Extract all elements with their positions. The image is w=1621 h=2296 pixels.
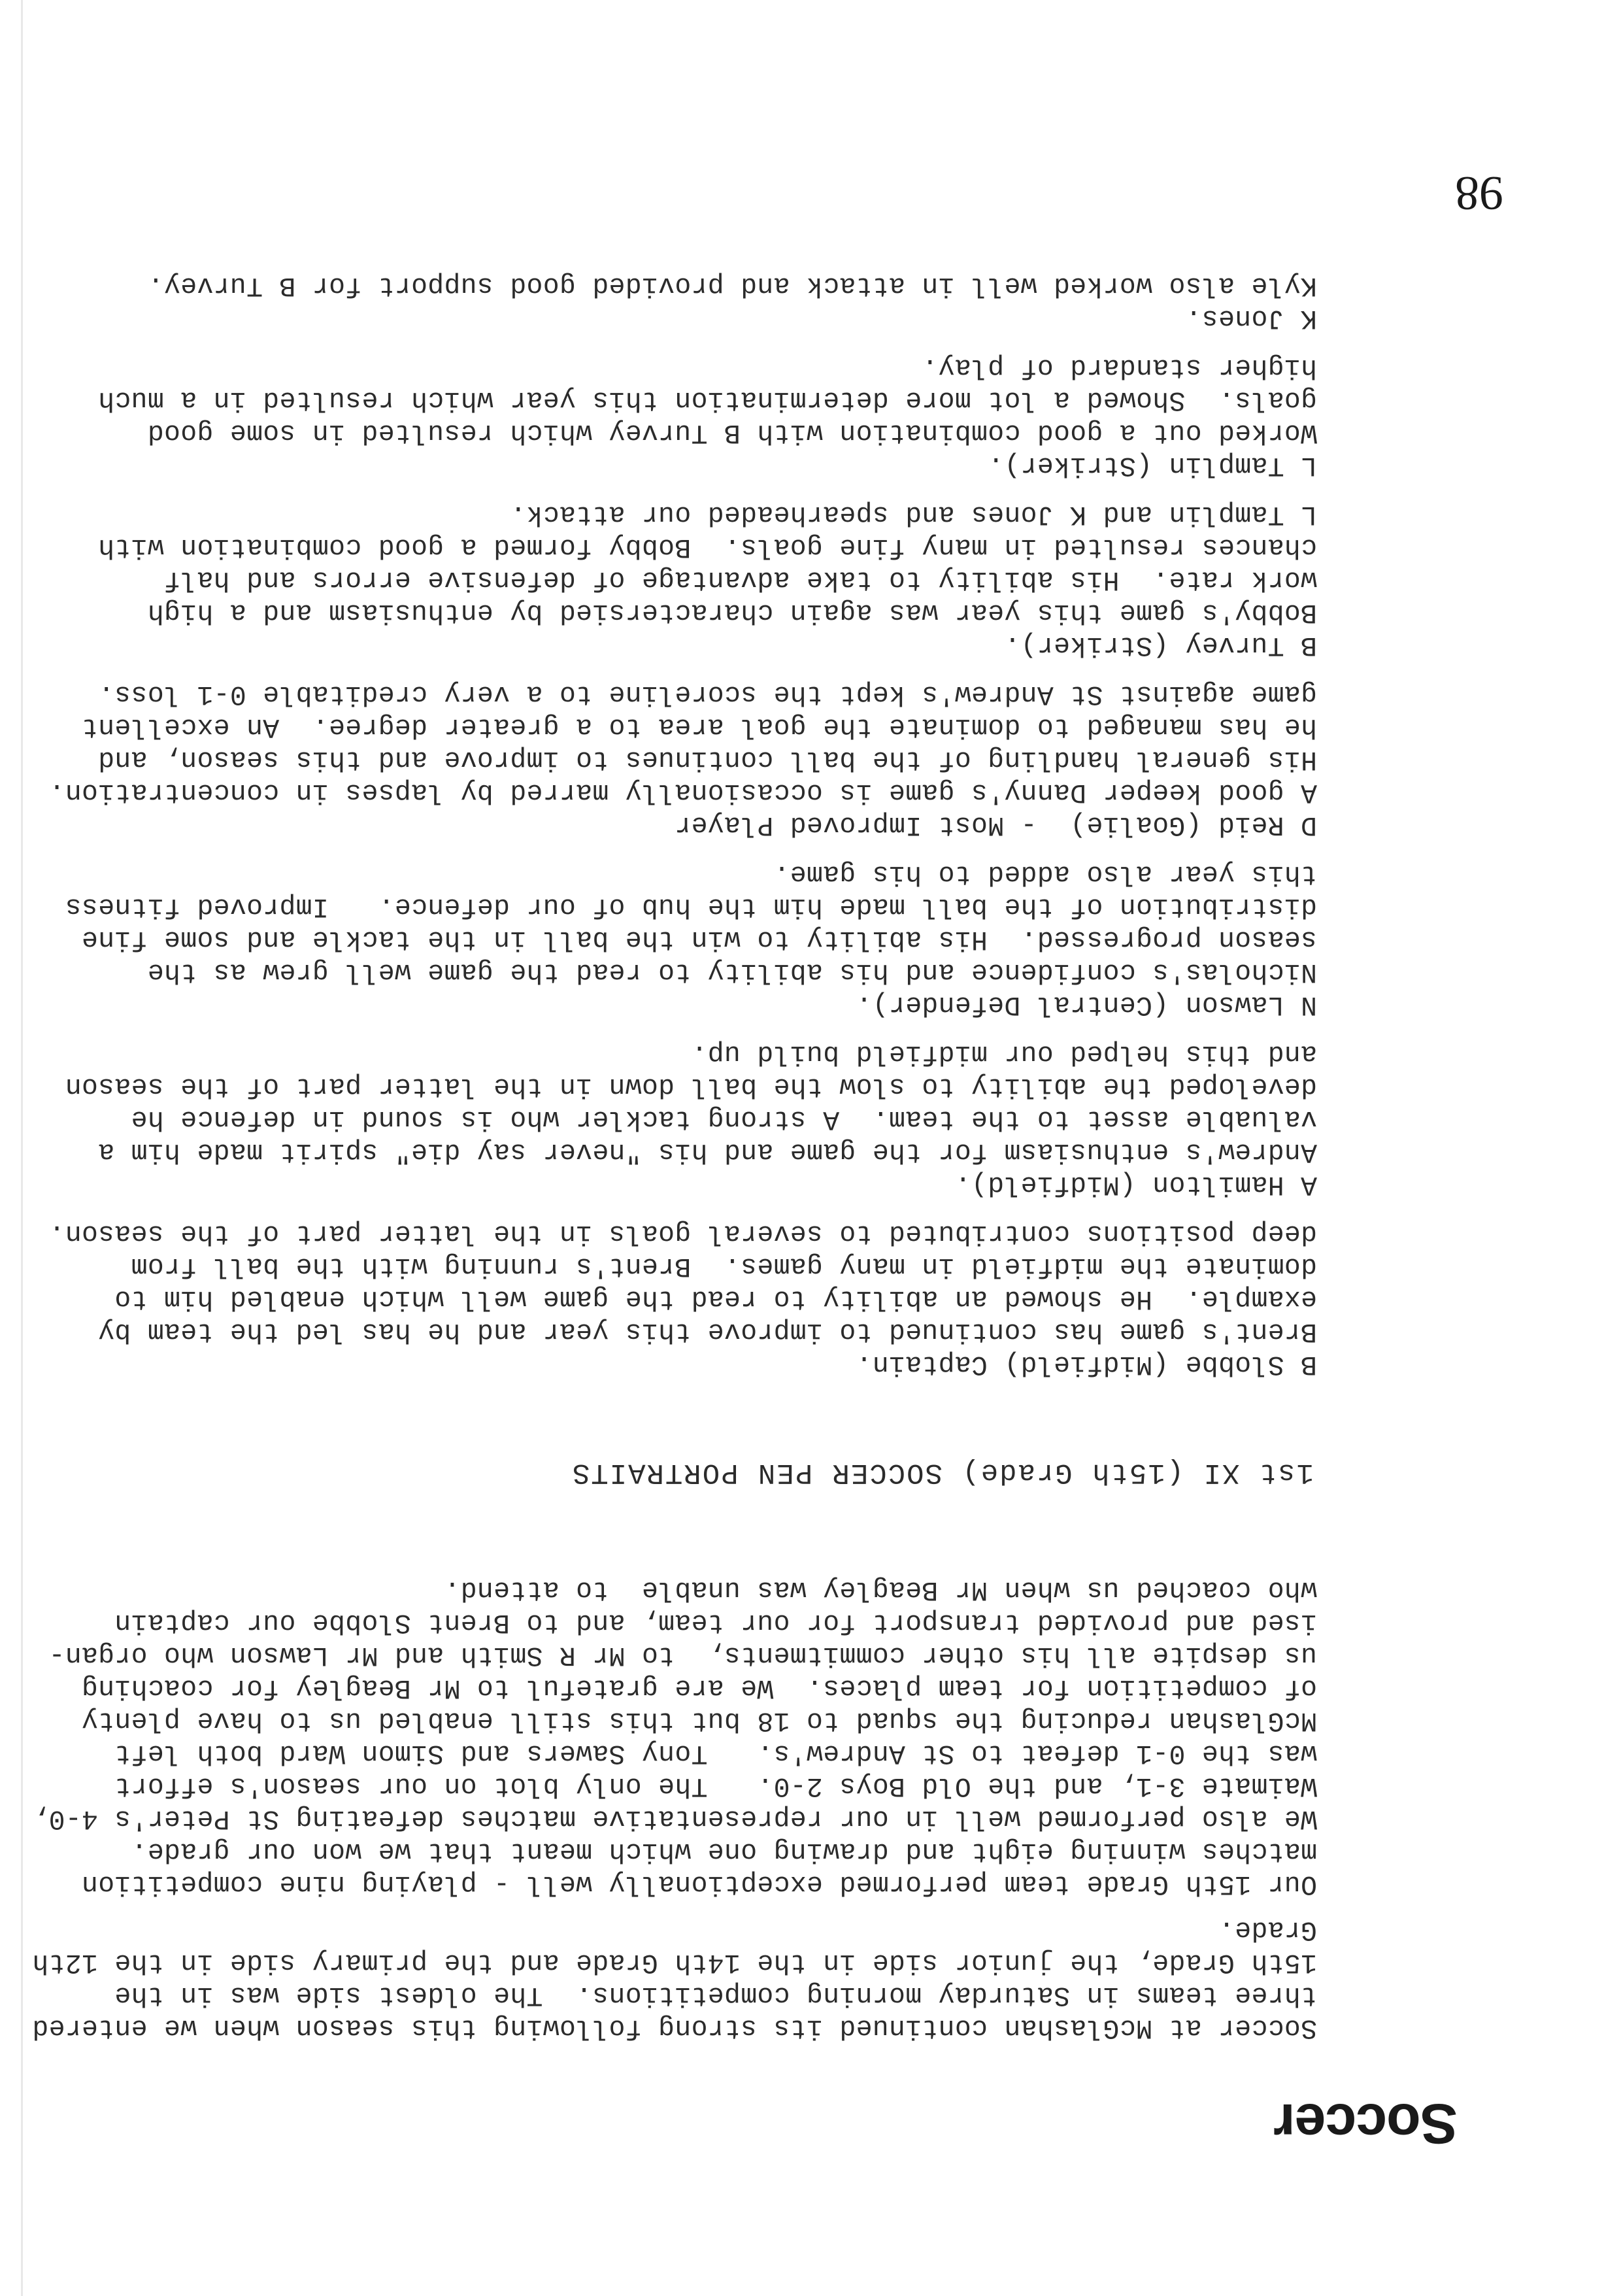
text-line: this year also added to his game. xyxy=(773,858,1317,889)
portrait-name: B Turvey (Striker). xyxy=(1004,630,1317,660)
text-line: L Tamplin and K Jones and spearheaded our attack. xyxy=(510,499,1317,530)
text-line: goals. Showed a lot more determination this year which resulted in a much xyxy=(97,384,1317,415)
portrait-name: N Lawson (Central Defender). xyxy=(856,989,1317,1020)
text-line: dominate the midfield in many games. Brent's running with the ball from xyxy=(131,1251,1317,1281)
text-line: Grade. xyxy=(1218,1914,1317,1945)
text-line: chances resulted in many fine goals. Bobby formed a good combination with xyxy=(97,532,1317,562)
text-line: Andrew's enthusiasm for the game and his "never say die" spirit made him a xyxy=(97,1136,1317,1167)
text-line: distribution of the ball made him the hub of our defence. Improved fitness xyxy=(65,891,1317,922)
text-line: who coached us when Mr Beagley was unable to attend. xyxy=(444,1574,1317,1605)
text-line: three teams in Saturday morning competitions. The oldest side was in the xyxy=(114,1980,1317,2010)
page-heading: Soccer xyxy=(1274,2092,1458,2155)
text-line: season progressed. His ability to win the ball in the tackle and some fine xyxy=(81,924,1317,954)
text-line: Worked out a good combination with B Turvey which resulted in some good xyxy=(147,417,1317,448)
text-line: us despite all his other commitments, to Mr R Smith and Mr Lawson who organ- xyxy=(48,1640,1317,1670)
text-line: His general handling of the ball continues to improve and this season, and xyxy=(97,744,1317,775)
text-line: higher standard of play. xyxy=(922,352,1317,382)
portrait-name: B Slobbe (Midfield) Captain. xyxy=(856,1349,1317,1379)
text-line: deep positions contributed to several goals in the latter part of the season. xyxy=(48,1218,1317,1249)
text-line: Soccer at McGlashan continued its strong following this season when we entered xyxy=(32,2012,1317,2043)
portraits-title: 1st XI (15th Grade) SOCCER PEN PORTRAITS xyxy=(571,1456,1314,1489)
text-line: Brent's game has continued to improve this year and he has led the team by xyxy=(97,1316,1317,1347)
text-line: example. He showed an ability to read the game well which enabled him to xyxy=(114,1283,1317,1314)
portrait-name: K Jones. xyxy=(1185,303,1317,333)
page-number: 98 xyxy=(1455,166,1503,220)
text-line: Bobby's game this year was again charactersied by enthusiasm and a high xyxy=(147,597,1317,628)
text-line: Nicholas's confidence and his ability to read the game well grew as the xyxy=(147,956,1317,987)
text-line: We also performed well in our representative matches defeating St Peter's 4-0, xyxy=(32,1803,1317,1834)
text-line: of competition for team places. We are grateful to Mr Beagley for coaching xyxy=(81,1672,1317,1703)
text-line: matches winning eight and drawing one which meant that we won our grade. xyxy=(131,1836,1317,1866)
text-line: Waimate 3-1, and the Old Boys 2-0. The only blot on our season's effort xyxy=(114,1770,1317,1801)
text-line: was the 0-1 defeat to St Andrew's. Tony Sawers and Simon Ward both left xyxy=(114,1738,1317,1768)
text-line: he has managed to dominate the goal area to a greater degree. An excellent xyxy=(81,711,1317,742)
text-line: Our 15th Grade team performed exceptionally well - playing nine competition xyxy=(81,1868,1317,1899)
portrait-name: D Reid (Goalie) - Most Improved Player xyxy=(675,809,1317,840)
text-line: and this helped our midfield build up. xyxy=(691,1038,1317,1069)
text-line: A good keeper Danny's game is occasionally marred by lapses in concentration. xyxy=(48,777,1317,807)
text-line: 15th Grade, the junior side in the 14th Grade and the primary side in the 12th xyxy=(32,1947,1317,1978)
text-line: game against St Andrew's kept the scoreline to a very creditable 0-1 loss. xyxy=(97,679,1317,709)
text-line: McGlashan reducing the squad to 18 but this still enabled us to have plenty xyxy=(81,1705,1317,1736)
binding-edge-line xyxy=(21,0,23,2296)
portrait-name: A Hamilton (Midfield). xyxy=(954,1169,1317,1200)
text-line: developed the ability to slow the ball down in the latter part of the season xyxy=(65,1071,1317,1102)
text-line: ised and provided transport for our team, and to Brent Slobbe our captain xyxy=(114,1607,1317,1638)
text-line: Kyle also worked well in attack and provided good support for B Turvey. xyxy=(147,270,1317,301)
text-line: valuable asset to the team. A strong tackler who is sound in defence he xyxy=(131,1104,1317,1134)
text-line: work rate. His ability to take advantage of defensive errors and half xyxy=(163,564,1317,595)
portrait-name: L Tamplin (Striker). xyxy=(987,450,1317,481)
